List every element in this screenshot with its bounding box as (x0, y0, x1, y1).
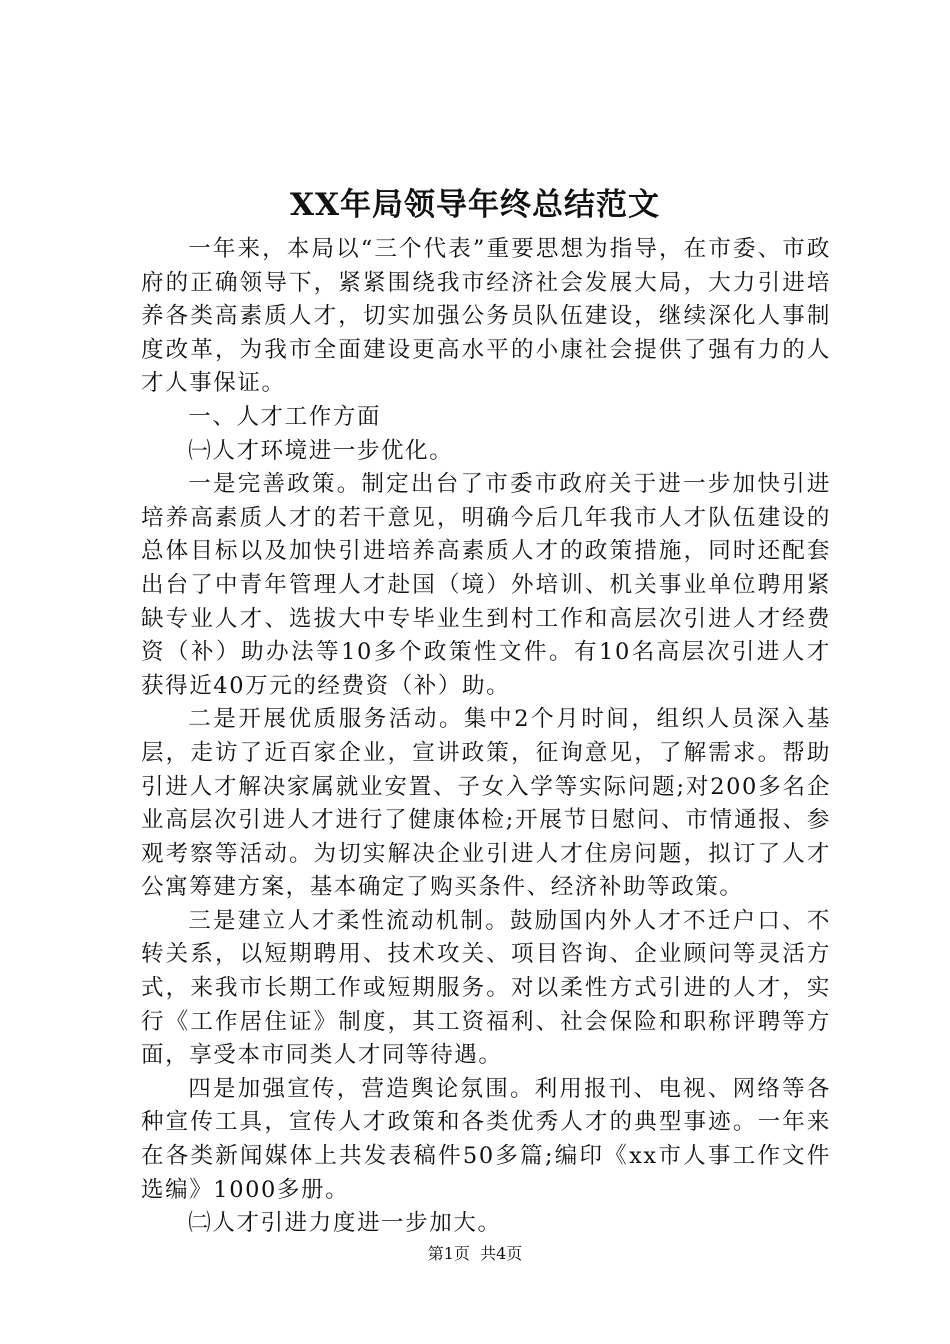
document-title: XX年局领导年终总结范文 (289, 187, 661, 223)
subsection-heading-recruitment: ㈡人才引进力度进一步加大。 (188, 1210, 502, 1237)
paragraph-policy: 一是完善政策。制定出台了市委市政府关于进一步加快引进培养高素质人才的若干意见，明确今后几年我市人才队伍建设的总体目标以及加快引进培养高素质人才的政策措施，同时还配套出台了中青年管理人才赴国（境）外培训、机关事业单位聘用紧缺专业人才、选拔大中专毕业生到村工作和高层次引进人才经费资（补）助办法等10多个政策性文件。有10名高层次引进人才获得近40万元的经费资（补）助。 (141, 471, 831, 699)
paragraph-flexible-mechanism: 三是建立人才柔性流动机制。鼓励国内外人才不迁户口、不转关系，以短期聘用、技术攻关、项目咨询、企业顾问等灵活方式，来我市长期工作或短期服务。对以柔性方式引进的人才，实行《工作居住证》制度，其工资福利、社会保险和职称评聘等方面，享受本市同类人才同等待遇。 (141, 907, 831, 1069)
document-body (141, 233, 831, 1241)
paragraph-publicity: 四是加强宣传，营造舆论氛围。利用报刊、电视、网络等各种宣传工具，宣传人才政策和各类优秀人才的典型事迹。一年来在各类新闻媒体上共发表稿件50多篇;编印《xx市人事工作文件选编》1000多册。 (141, 1075, 831, 1203)
paragraph-intro: 一年来，本局以“三个代表”重要思想为指导，在市委、市政府的正确领导下，紧紧围绕我市经济社会发展大局，大力引进培养各类高素质人才，切实加强公务员队伍建设，继续深化人事制度改革，为我市全面建设更高水平的小康社会提供了强有力的人才人事保证。 (141, 236, 831, 397)
page-number-label: 第1页 共4页 (427, 1244, 523, 1263)
page-footer (0, 1243, 950, 1265)
paragraph-service: 二是开展优质服务活动。集中2个月时间，组织人员深入基层，走访了近百家企业，宣讲政策，征询意见，了解需求。帮助引进人才解决家属就业安置、子女入学等实际问题;对200多名企业高层次引进人才进行了健康体检;开展节日慰问、市情通报、参观考察等活动。为切实解决企业引进人才住房问题，拟订了人才公寓筹建方案，基本确定了购买条件、经济补助等政策。 (141, 706, 831, 901)
section-heading-talent-work: 一、人才工作方面 (188, 403, 382, 430)
subsection-heading-environment: ㈠人才环境进一步优化。 (188, 437, 454, 464)
